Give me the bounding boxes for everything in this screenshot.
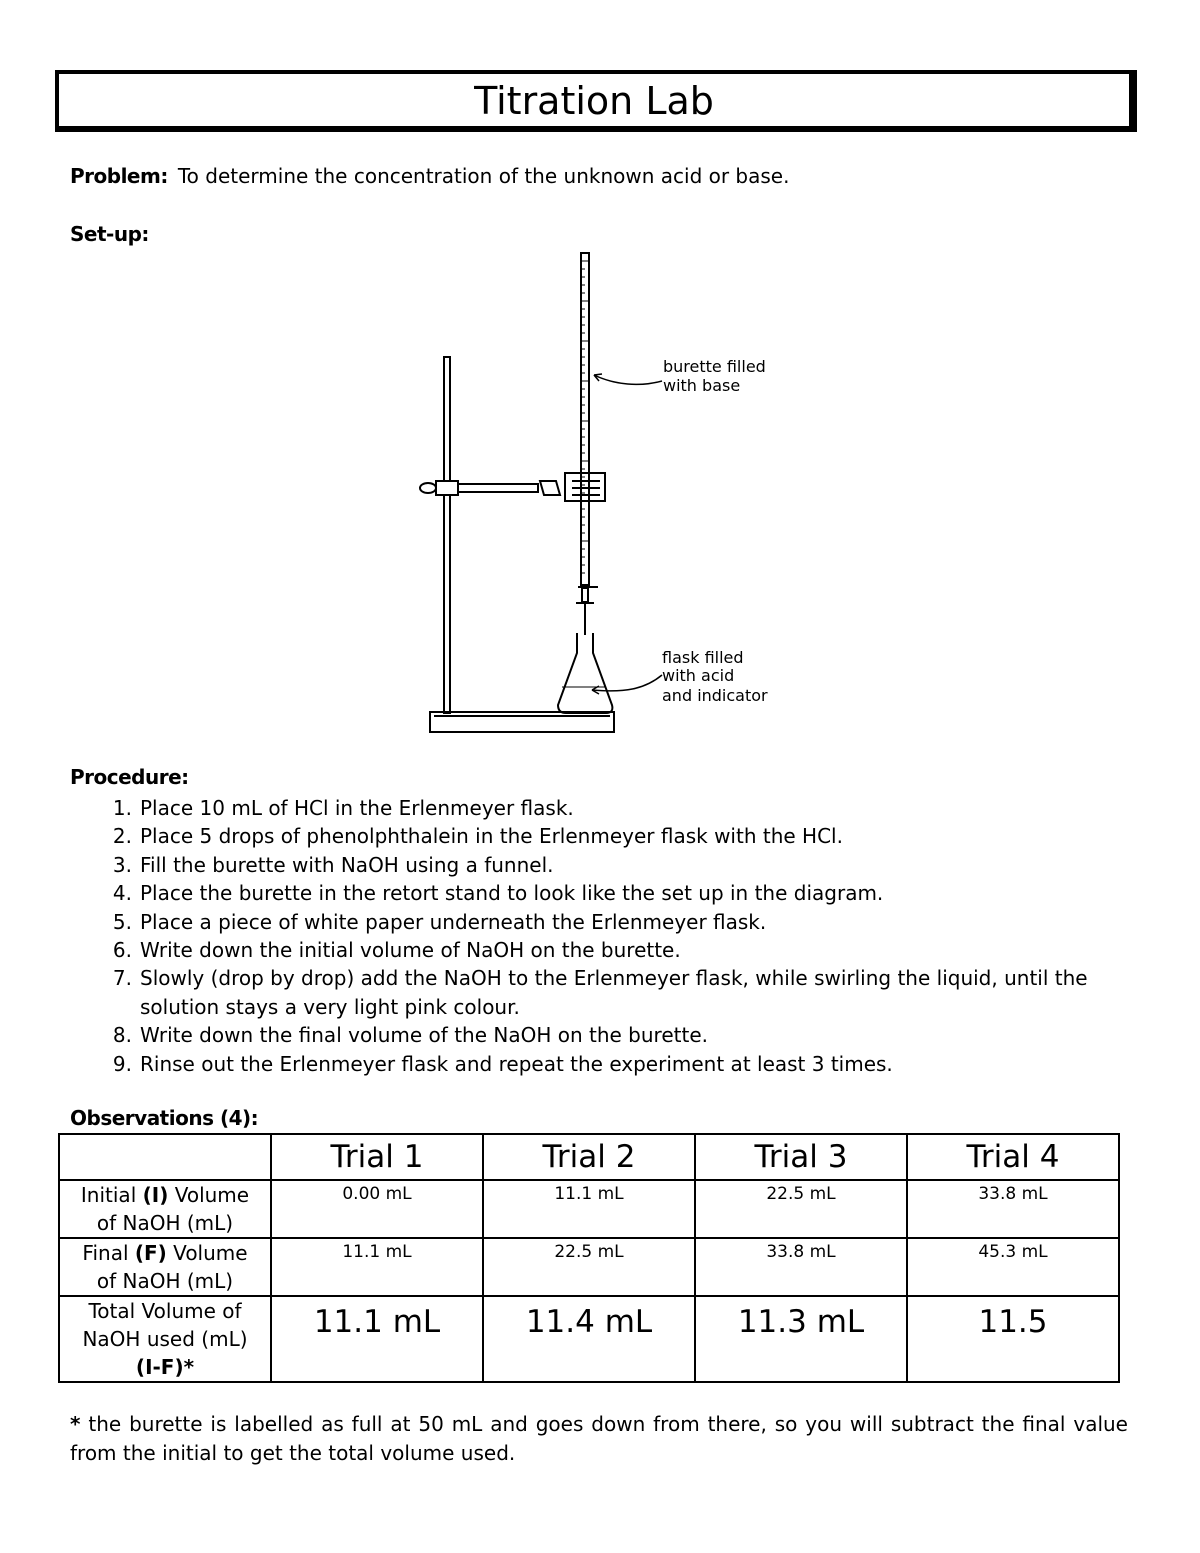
page-title: Titration Lab: [474, 79, 714, 123]
flask-label-line3: and indicator: [662, 686, 768, 705]
step-text: Place 10 mL of HCl in the Erlenmeyer flask.: [140, 796, 574, 820]
table-header-row: [59, 1134, 1119, 1180]
step-number: 1.: [112, 796, 132, 820]
burette-label-line1: burette filled: [663, 357, 766, 376]
page-title-box: [55, 70, 1137, 132]
procedure-step: [100, 936, 1140, 964]
flask-label-line2: with acid: [662, 666, 735, 685]
procedure-step: [100, 964, 1140, 1021]
problem-text: To determine the concentration of the unknown acid or base.: [177, 164, 790, 188]
procedure-step: [100, 1050, 1140, 1078]
column-header: Trial 4: [907, 1134, 1119, 1180]
step-number: 6.: [112, 938, 132, 963]
table-cell: 11.1 mL: [271, 1238, 483, 1296]
procedure-step: [100, 1021, 1140, 1049]
step-text: Write down the final volume of the NaOH on the burette.: [140, 1023, 708, 1048]
problem-label: Problem:: [70, 164, 168, 188]
step-text: Place the burette in the retort stand to look like the set up in the diagram.: [140, 881, 884, 906]
step-number: 5.: [112, 909, 132, 934]
procedure-step: [100, 908, 1140, 936]
table-row-initial: [59, 1180, 1119, 1238]
row-header-initial: [59, 1180, 271, 1238]
step-text: Slowly (drop by drop) add the NaOH to the Erlenmeyer flask, while swirling the liquid, until the solution stays a very light pink colour.: [140, 966, 1088, 1019]
procedure-step: [100, 851, 1140, 879]
burette-arrow: [594, 374, 662, 384]
setup-label: Set-up:: [70, 222, 149, 246]
footnote-star: *: [70, 1412, 81, 1436]
row-label-text: of NaOH (mL): [96, 1211, 234, 1235]
flask-label-line1: flask filled: [662, 648, 744, 667]
row-label-text: Initial: [80, 1183, 143, 1207]
table-cell: 45.3 mL: [907, 1238, 1119, 1296]
step-text: Place 5 drops of phenolphthalein in the Erlenmeyer flask with the HCl.: [140, 824, 843, 849]
table-corner-cell: [59, 1134, 271, 1180]
burette: [576, 253, 598, 635]
step-number: 4.: [112, 881, 132, 906]
step-number: 7.: [112, 966, 132, 991]
erlenmeyer-flask: [558, 633, 612, 713]
step-text: Rinse out the Erlenmeyer flask and repeat the experiment at least 3 times.: [140, 1051, 893, 1076]
step-text: Place a piece of white paper underneath the Erlenmeyer flask.: [140, 909, 767, 934]
step-text: Fill the burette with NaOH using a funnel.: [140, 852, 554, 877]
row-header-total: [59, 1296, 271, 1382]
step-number: 9.: [112, 1051, 132, 1076]
row-label-text: NaOH used (mL): [82, 1327, 248, 1351]
step-number: 3.: [112, 852, 132, 877]
procedure-step: [100, 822, 1140, 850]
step-number: 2.: [112, 824, 132, 849]
footnote: [70, 1410, 1128, 1468]
observations-table: [58, 1133, 1120, 1383]
step-text: Write down the initial volume of NaOH on the burette.: [140, 938, 681, 963]
footnote-text: the burette is labelled as full at 50 mL and goes down from there, so you will subtract the final value from the initial to get the total volume used.: [70, 1412, 1128, 1465]
row-label-bold: (F): [134, 1241, 167, 1265]
procedure-list: [100, 794, 1140, 1078]
stand-rod: [444, 357, 450, 713]
row-label-text: Volume: [166, 1241, 248, 1265]
table-cell: 33.8 mL: [907, 1180, 1119, 1238]
table-cell: 11.1 mL: [483, 1180, 695, 1238]
row-label-text: Volume: [168, 1183, 250, 1207]
row-label-bold: (I-F)*: [135, 1355, 195, 1379]
row-label-text: Final: [82, 1241, 135, 1265]
table-cell: 0.00 mL: [271, 1180, 483, 1238]
procedure-label: Procedure:: [70, 765, 189, 789]
table-row-total: [59, 1296, 1119, 1382]
column-header: Trial 3: [695, 1134, 907, 1180]
titration-setup-diagram: [400, 245, 800, 745]
table-cell: 22.5 mL: [483, 1238, 695, 1296]
stand-base: [430, 712, 614, 732]
table-cell: 11.4 mL: [483, 1296, 695, 1382]
procedure-step: [100, 879, 1140, 907]
column-header: Trial 2: [483, 1134, 695, 1180]
burette-label-line2: with base: [663, 376, 741, 395]
row-label-bold: (I): [142, 1183, 169, 1207]
observations-label: Observations (4):: [70, 1106, 259, 1130]
step-number: 8.: [112, 1023, 132, 1048]
table-row-final: [59, 1238, 1119, 1296]
column-header: Trial 1: [271, 1134, 483, 1180]
problem-line: [70, 164, 789, 188]
table-cell: 11.1 mL: [271, 1296, 483, 1382]
table-cell: 33.8 mL: [695, 1238, 907, 1296]
table-cell: 22.5 mL: [695, 1180, 907, 1238]
row-header-final: [59, 1238, 271, 1296]
table-cell: 11.3 mL: [695, 1296, 907, 1382]
clamp-arm: [420, 473, 605, 501]
row-label-text: of NaOH (mL): [96, 1269, 234, 1293]
procedure-step: [100, 794, 1140, 822]
table-cell: 11.5: [907, 1296, 1119, 1382]
row-label-text: Total Volume of: [88, 1299, 242, 1323]
